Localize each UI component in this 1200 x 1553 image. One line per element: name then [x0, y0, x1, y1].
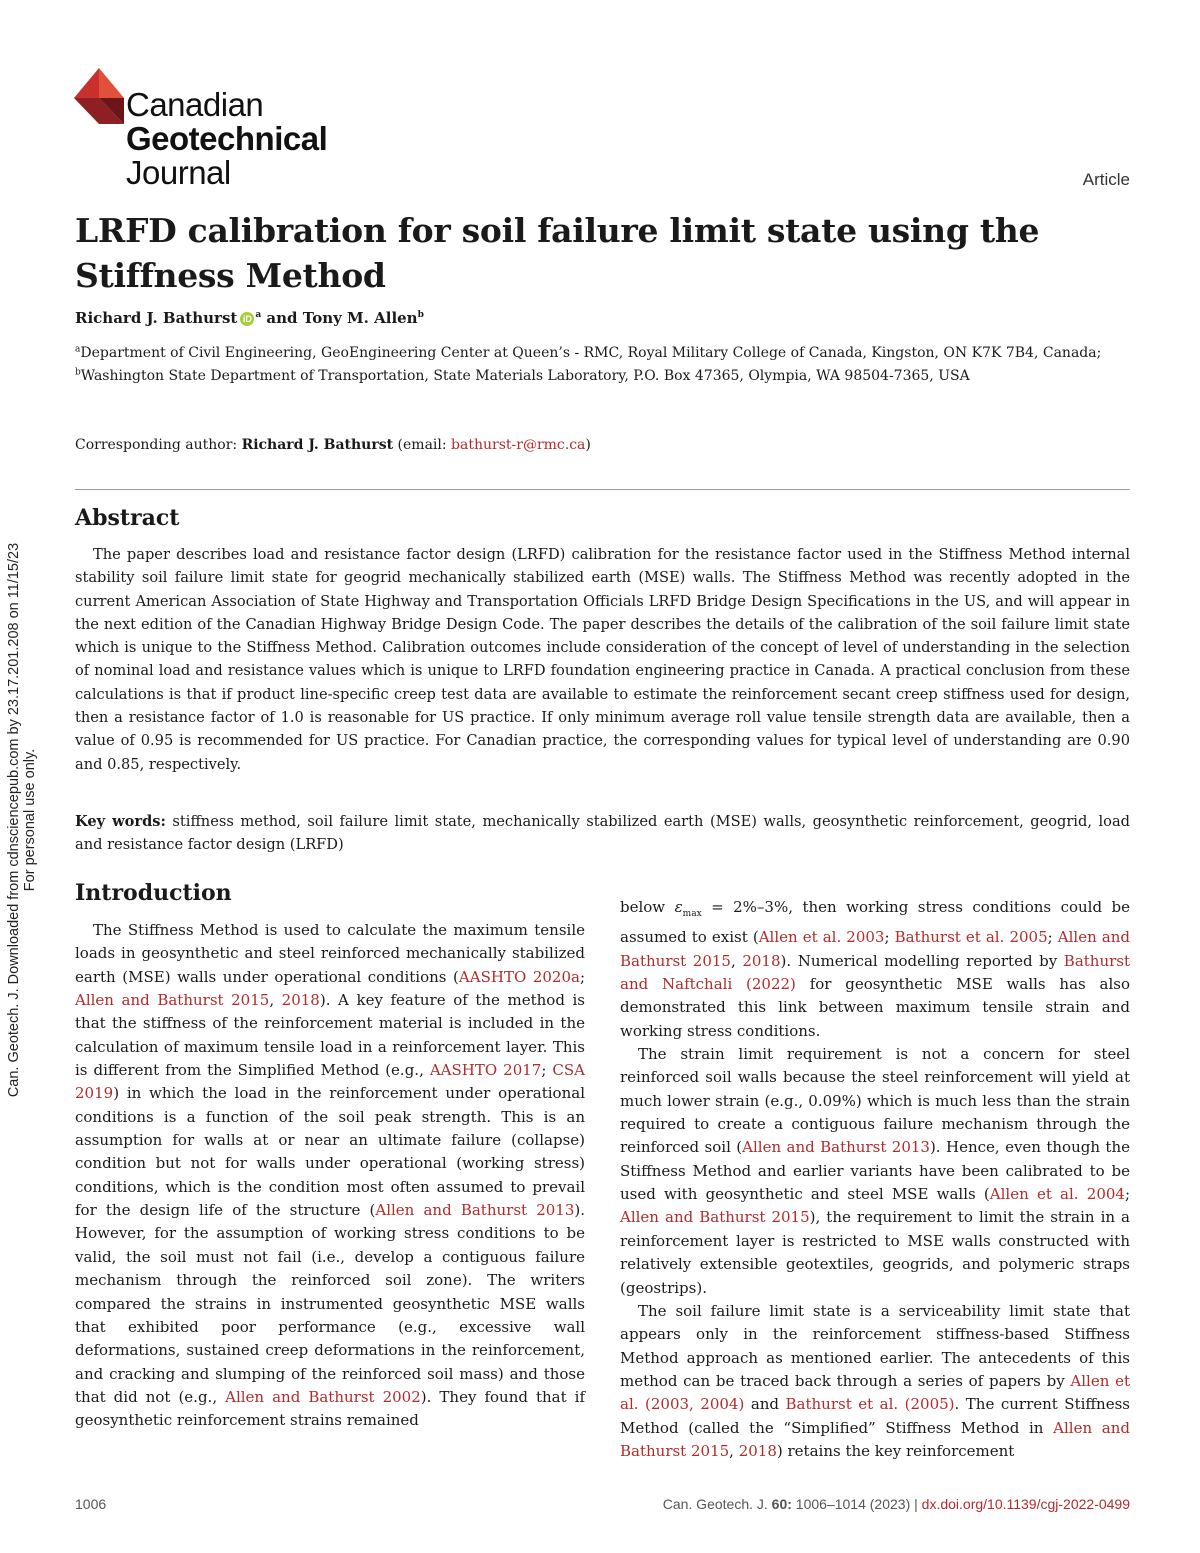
footer-separator: |: [914, 1496, 918, 1512]
article-type: Article: [1082, 170, 1130, 189]
corresponding-label: Corresponding author:: [75, 437, 238, 453]
text-run: and: [744, 1395, 786, 1414]
footer-volume: 60:: [771, 1496, 792, 1512]
text-run: ). They found that if geosynthetic reinforcement strains remained: [75, 1387, 586, 1430]
keywords-text: stiffness method, soil failure limit state, mechanically stabilized earth (MSE) walls, geosynthetic reinforcement, geogrid, load and resistance factor design (LRFD): [75, 813, 1130, 854]
citation-link[interactable]: Allen and Bathurst 2015: [75, 991, 270, 1010]
citation-link[interactable]: AASHTO 2017: [429, 1061, 542, 1080]
email-link[interactable]: bathurst-r@rmc.ca: [451, 437, 586, 453]
citation-link[interactable]: Bathurst and Naftchali (2022): [620, 951, 1131, 994]
author-name[interactable]: Richard J. Bathurst: [75, 309, 238, 327]
text-run: ;: [541, 1061, 553, 1080]
text-run: ). A key feature of the method is that the stiffness of the reinforcement material is included in the calculation of maximum tensile load in a reinforcement layer. This is different from the Simplified Method (e.g.,: [75, 991, 585, 1080]
text-run: The soil failure limit state is a serviceability limit state that appears only in the reinforcement stiffness-based Stiffness Method approach as mentioned earlier. The antecedents of this method can be traced back through a series of papers by: [620, 1301, 1130, 1390]
citation-link[interactable]: Allen and Bathurst 2002: [225, 1387, 421, 1406]
citation-link[interactable]: Allen and Bathurst 2015: [620, 928, 1131, 970]
corresponding-author: [75, 437, 591, 453]
text-run: ). Hence, even though the Stiffness Method and earlier variants have been calibrated to be used with geosynthetic and steel MSE walls (: [620, 1138, 1130, 1204]
text-run: for geosynthetic MSE walls has also demonstrated this link between maximum tensile strain and working stress conditions.: [620, 975, 1130, 1040]
citation-link[interactable]: Bathurst et al. 2005: [894, 928, 1048, 947]
text-run: below: [620, 898, 675, 916]
journal-logo: [74, 68, 334, 191]
affiliation-a: Department of Civil Engineering, GeoEngineering Center at Queen’s - RMC, Royal Military College of Canada, Kingston, ON K7K 7B4, Canada;: [80, 345, 1102, 361]
footer-pages: 1006–1014 (2023): [795, 1496, 911, 1512]
text-run: ). However, for the assumption of working stress conditions to be valid, the soil must not fail (i.e., develop a contiguous failure mechanism through the reinforced soil zone). The writers compared the strains in instrumented geosynthetic MSE walls that exhibited poor performance (e.g., excessive wall deformations, sustained creep deformations in the reinforcement, and cracking and slumping of the reinforced soil mass) and those that did not (e.g.,: [75, 1201, 586, 1406]
paragraph: [75, 919, 585, 1433]
citation-link[interactable]: 2018: [281, 991, 320, 1010]
citation-link[interactable]: Allen and Bathurst 2015: [620, 1208, 810, 1227]
footer-citation: [663, 1496, 1130, 1512]
affiliation-marker: b: [75, 367, 81, 378]
doi-link[interactable]: dx.doi.org/10.1139/cgj-2022-0499: [921, 1496, 1130, 1512]
citation-link[interactable]: Allen et al. 2003: [758, 928, 885, 947]
abstract-text: The paper describes load and resistance factor design (LRFD) calibration for the resistance factor used in the Stiffness Method internal stability soil failure limit state for geogrid mechanically stabilized earth (MSE) walls. The Stiffness Method was recently adopted in the current American Association of State Highway and Transportation Officials LRFD Bridge Design Specifications in the US, and will appear in the next edition of the Canadian Highway Bridge Design Code. The paper describes the details of the calibration of the soil failure limit state which is unique to the Stiffness Method. Calibration outcomes include consideration of the concept of level of understanding in the selection of nominal load and resistance values which is unique to LRFD foundation engineering practice in Canada. A practical conclusion from these calculations is that if product line-specific creep test data are available to estimate the reinforcement secant creep stiffness used for design, then a resistance factor of 1.0 is reasonable for US practice. If only minimum average roll value tensile strength data are available, then a value of 0.95 is recommended for US practice. For Canadian practice, the corresponding values for typical level of understanding are 0.90 and 0.85, respectively.: [75, 546, 1130, 773]
text-run: ;: [884, 928, 895, 947]
text-run: The strain limit requirement is not a concern for steel reinforced soil walls because the steel reinforcement will yield at much lower strain (e.g., 0.09%) which is much less than the strain required to create a contiguous failure mechanism through the reinforced soil (: [620, 1045, 1130, 1157]
citation-link[interactable]: Allen et al. (2003, 2004): [620, 1371, 1130, 1414]
page-number: 1006: [75, 1496, 107, 1512]
text-run: ), the requirement to limit the strain in a reinforcement layer is restricted to MSE walls constructed with relatively extensible geotextiles, geogrids, and polymeric straps (geostrips).: [620, 1208, 1130, 1297]
keywords: [75, 810, 1130, 857]
text-run: The Stiffness Method is used to calculate the maximum tensile loads in geosynthetic and steel reinforced mechanically stabilized earth (MSE) walls under operational conditions (: [75, 921, 585, 986]
paragraph: [620, 1043, 1130, 1300]
download-sidebar: [6, 440, 40, 1200]
author-name[interactable]: Tony M. Allen: [302, 309, 418, 327]
citation-link[interactable]: AASHTO 2020a: [458, 967, 580, 986]
citation-link[interactable]: Allen and Bathurst 2013: [375, 1201, 575, 1220]
text-run: ,: [269, 991, 282, 1010]
text-run: . The current Stiffness Method (called the “Simplified” Stiffness Method in: [620, 1395, 1130, 1437]
corresponding-name: Richard J. Bathurst: [241, 437, 394, 453]
journal-logo-icon: [74, 68, 124, 124]
paragraph: [620, 896, 1130, 1043]
footer-journal: Can. Geotech. J.: [662, 1496, 768, 1512]
strain-symbol: ε: [674, 898, 683, 916]
journal-name-line2: Geotechnical: [126, 120, 328, 157]
citation-link[interactable]: Allen et al. 2004: [989, 1185, 1125, 1204]
citation-link[interactable]: Bathurst et al. (2005): [785, 1395, 955, 1414]
download-notice: [6, 440, 40, 1200]
citation-link[interactable]: CSA 2019: [75, 1061, 585, 1103]
paragraph: [620, 1300, 1130, 1463]
journal-name-line3: Journal: [126, 154, 231, 191]
text-run: ) in which the load in the reinforcement under operational conditions is a function of the soil peak strength. This is an assumption for walls at or near an ultimate failure (collapse) condition but not for walls under operational (working stress) conditions, which is the condition most often assumed to prevail for the design life of the structure (: [75, 1084, 585, 1220]
download-notice-line2: For personal use only.: [22, 748, 38, 892]
introduction-heading: Introduction: [75, 880, 232, 906]
affiliation-marker: a: [75, 344, 81, 355]
text-run: = 2%–3%, then working stress conditions could be assumed to exist (: [620, 898, 1130, 947]
body-column-left: [75, 919, 585, 1433]
affiliation-b: Washington State Department of Transportation, State Materials Laboratory, P.O. Box 47365, Olympia, WA 98504-7365, USA: [80, 368, 970, 384]
keywords-label: Key words:: [75, 813, 166, 830]
text-run: ,: [729, 1441, 739, 1460]
paper-title: LRFD calibration for soil failure limit state using the Stiffness Method: [75, 211, 1040, 295]
affiliations: [75, 342, 1135, 388]
affiliation-marker: b: [417, 310, 424, 320]
author-list: [75, 309, 424, 327]
citation-link[interactable]: Allen and Bathurst 2015: [620, 1418, 1130, 1460]
text-run: ;: [1047, 928, 1058, 947]
text-run: ;: [1124, 1185, 1131, 1204]
text-run: ). Numerical modelling reported by: [780, 951, 1064, 970]
email-label: (email:: [397, 437, 447, 453]
text-run: ) retains the key reinforcement: [776, 1441, 1015, 1460]
affiliation-marker: a: [255, 310, 262, 320]
citation-link[interactable]: Allen and Bathurst 2013: [742, 1138, 930, 1157]
section-divider: [75, 489, 1130, 490]
text-run: ,: [730, 951, 743, 970]
email-close: ): [585, 437, 591, 453]
abstract-heading: Abstract: [75, 505, 180, 531]
body-column-right: [620, 896, 1130, 1463]
strain-subscript: max: [682, 909, 702, 919]
download-notice-line1: Can. Geotech. J. Downloaded from cdnsciencepub.com by 23.17.201.208 on 11/15/23: [6, 542, 22, 1098]
text-run: ;: [579, 967, 586, 986]
journal-name-line1: Canadian: [126, 86, 264, 123]
citation-link[interactable]: 2018: [738, 1441, 777, 1460]
citation-link[interactable]: 2018: [742, 951, 781, 970]
author-connector: and: [266, 309, 298, 327]
orcid-icon[interactable]: iD: [240, 312, 254, 326]
